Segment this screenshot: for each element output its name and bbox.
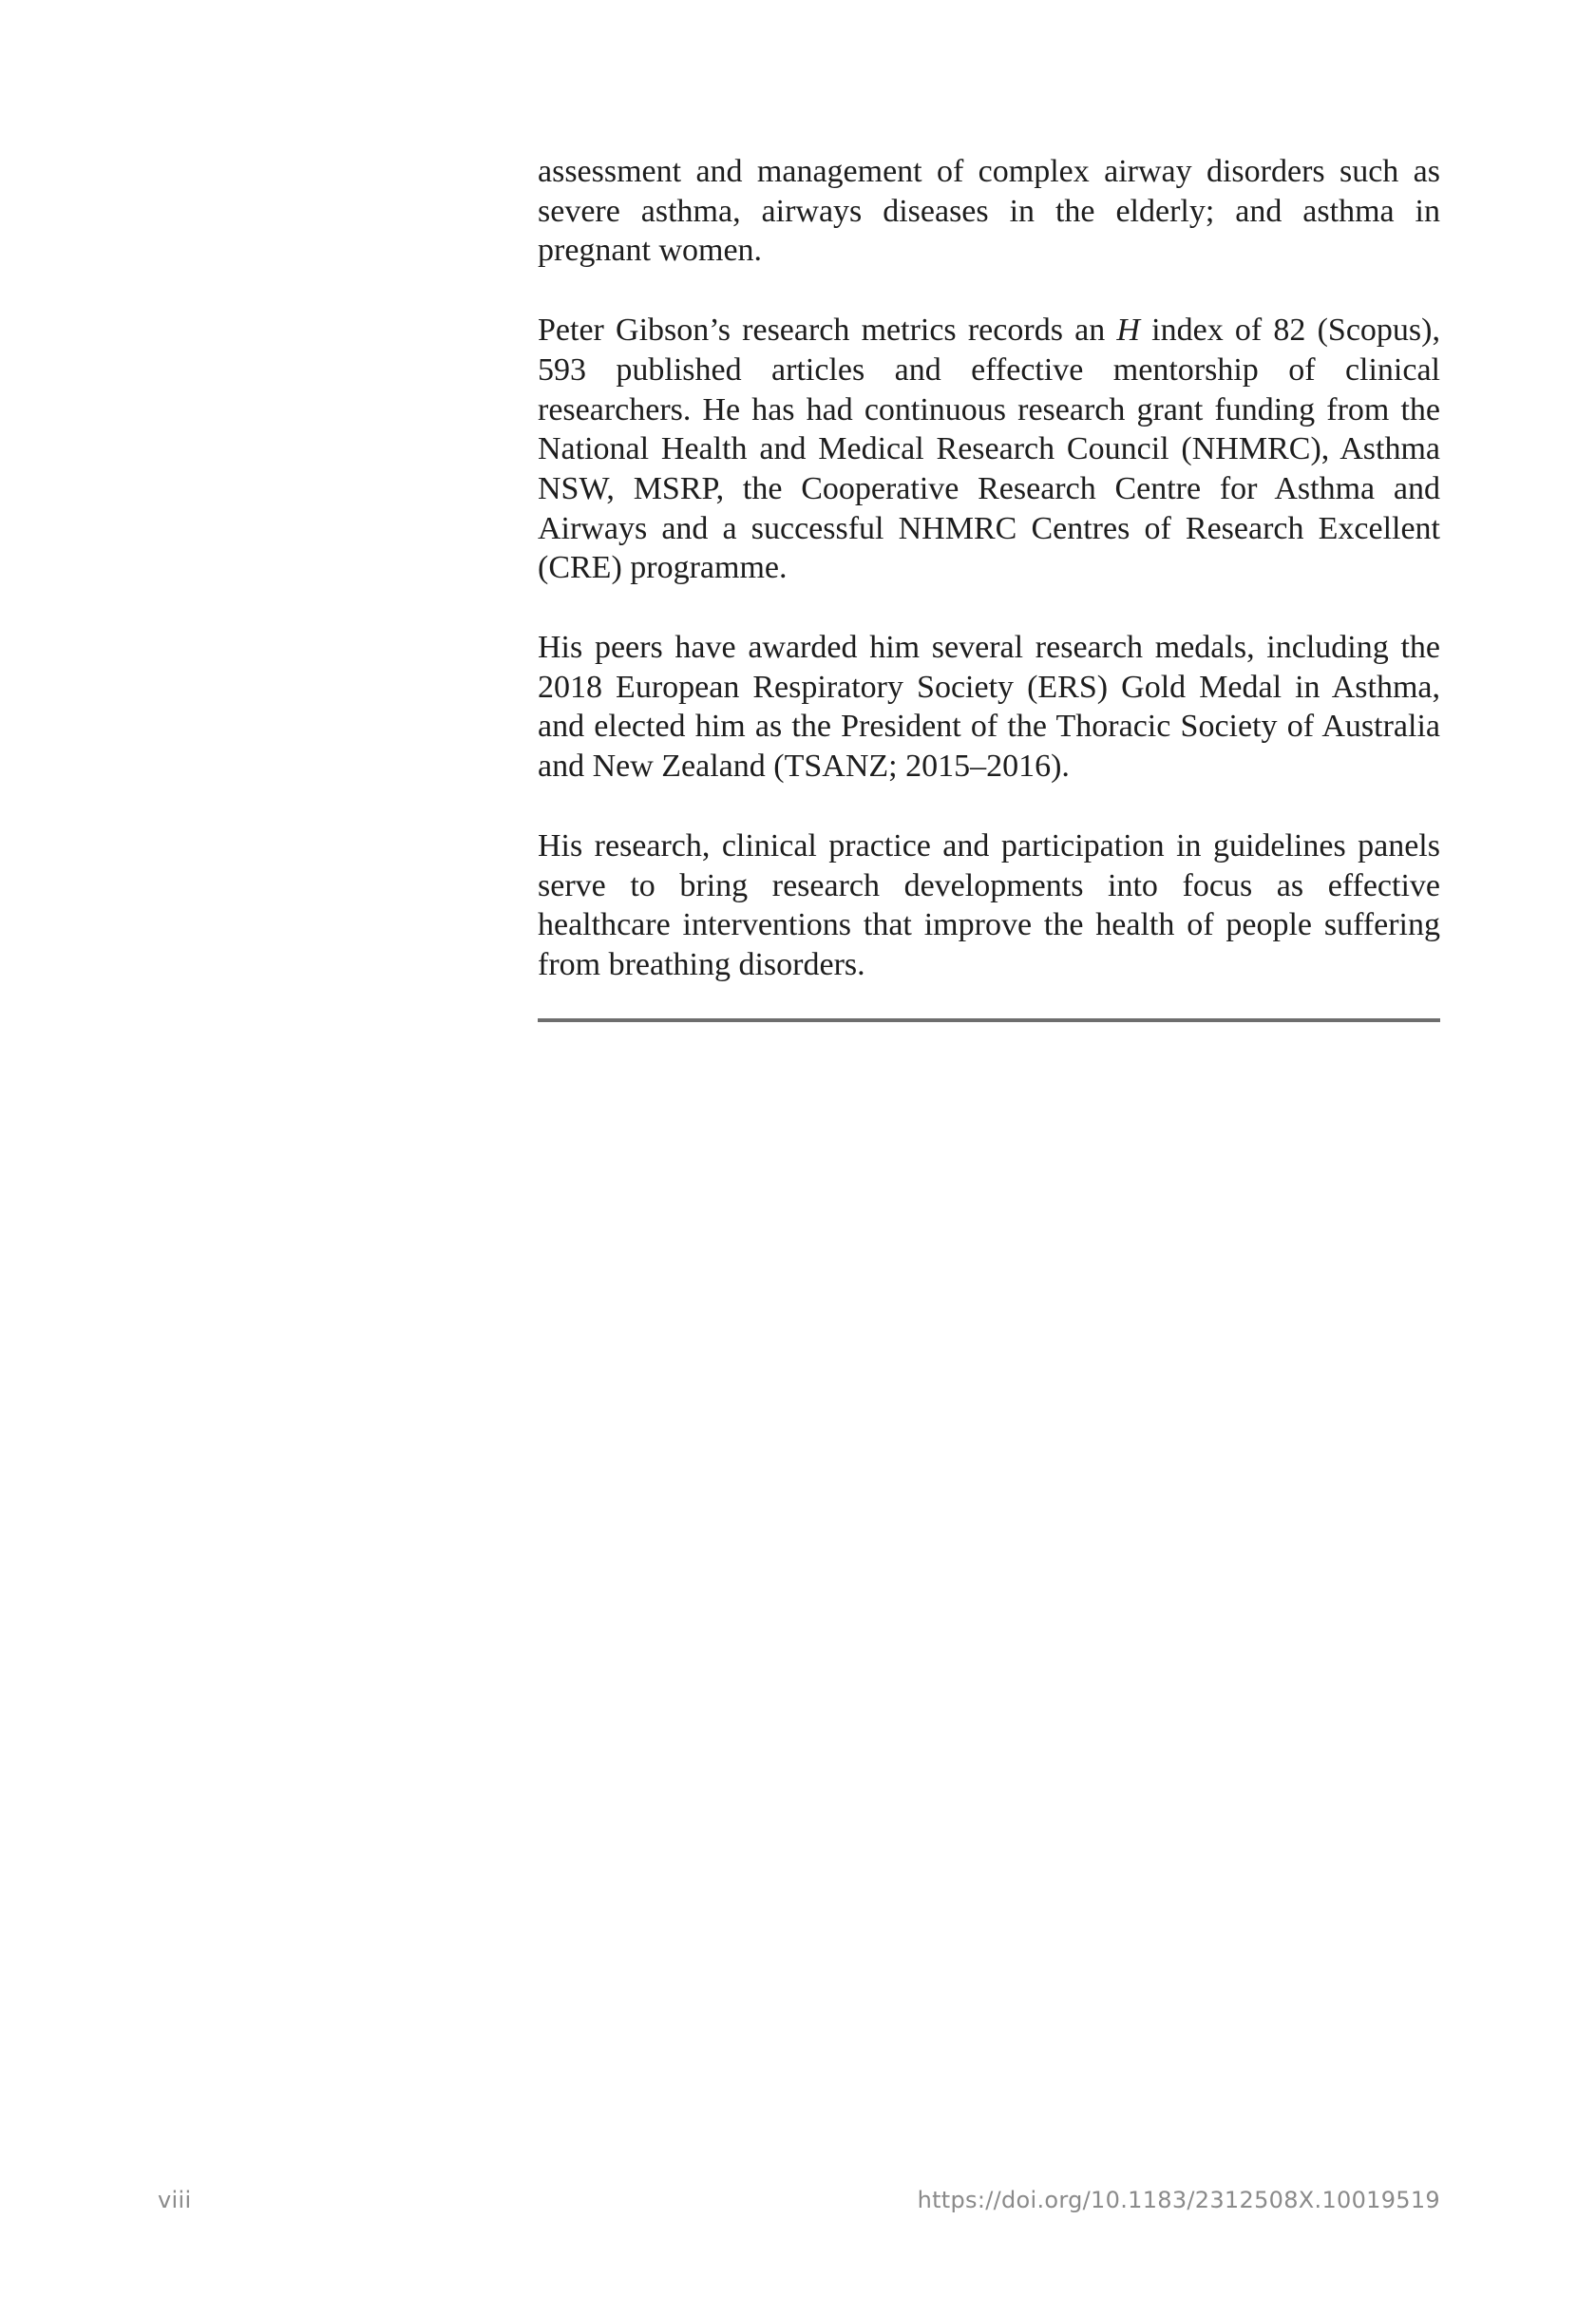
paragraph-2-end: index of 82 (Scopus), 593 published articles and effective mentorship of clinical researchers. He has had continuous research grant funding from the National Health and Medical Research Council (NHMRC), Asthma NSW, MSRP, the Cooperative Research Centre for Asthma and Airways and a successful NHMRC Centres of Research Excellent (CRE) programme. <box>538 313 1440 586</box>
paragraph-4: His research, clinical practice and participation in guidelines panels serve to bring research developments into focus as effective healthcare interventions that improve the health of people suffering from breathing disorders. <box>538 827 1440 982</box>
paragraph-2 <box>538 311 1440 588</box>
body-text <box>538 152 1440 985</box>
h-index-italic: H <box>1116 313 1140 349</box>
paragraph-1: assessment and management of complex airway disorders such as severe asthma, airways diseases in the elderly; and asthma in pregnant women. <box>538 154 1440 269</box>
paragraph-3: His peers have awarded him several research medals, including the 2018 European Respiratory Society (ERS) Gold Medal in Asthma, and elected him as the President of the Thoracic Society of Australia and New Zealand (TSANZ; 2015–2016). <box>538 630 1440 785</box>
page-number: viii <box>158 2187 192 2213</box>
section-divider <box>538 1018 1440 1022</box>
paragraph-2-start: Peter Gibson’s research metrics records an <box>538 313 1117 349</box>
doi-link[interactable]: https://doi.org/10.1183/2312508X.10019519 <box>917 2187 1440 2213</box>
